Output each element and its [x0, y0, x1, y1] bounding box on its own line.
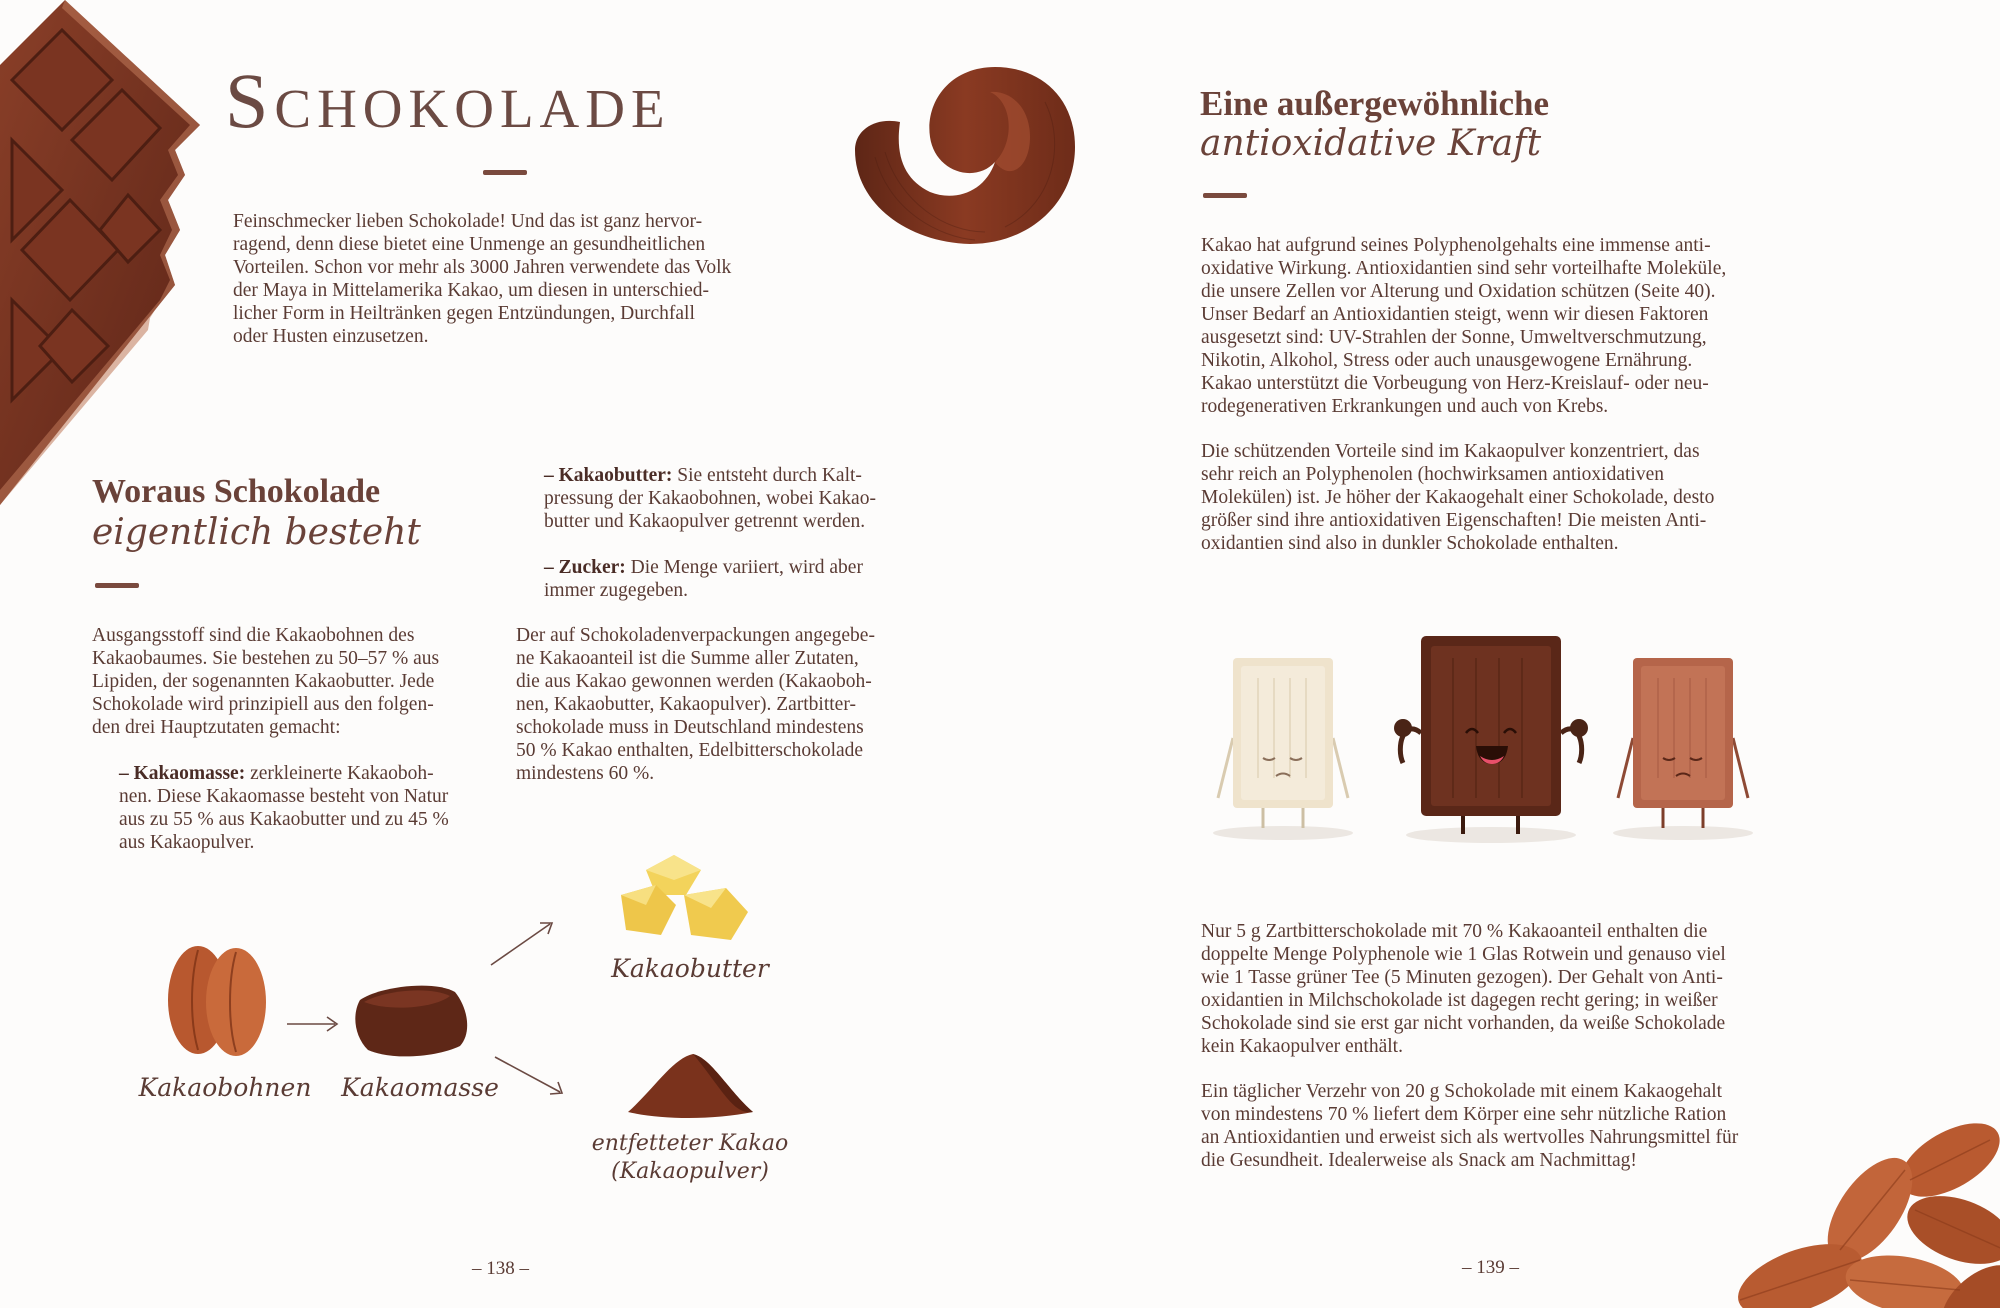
item-zucker-label: – Zucker:: [544, 557, 626, 578]
page-title: Schokolade: [225, 57, 671, 144]
title-underline: [483, 170, 527, 175]
chocolate-characters-illustration: [1208, 628, 1778, 848]
label-kakaobutter: Kakaobutter: [611, 954, 769, 983]
right-heading-underline: [1203, 193, 1247, 198]
cocoa-butter-icon: [616, 850, 756, 945]
label-kakaopulver: entfetteter Kakao (Kakaopulver): [591, 1131, 789, 1184]
label-kakaomasse: Kakaomasse: [341, 1073, 499, 1102]
ingredients-intro-paragraph: Ausgangsstoff sind die Kakaobohnen des Kakaobaumes. Sie bestehen zu 50–57 % aus Lipiden, der sogenannten Kakaobutter. Jede Schokolade wird prinzipiell aus den folgen- den drei Hauptzutaten gemacht:: [92, 625, 440, 738]
cocoa-mass-icon: [350, 978, 475, 1063]
antioxidant-paragraph-3: Nur 5 g Zartbitterschokolade mit 70 % Kakaoanteil enthalten die doppelte Menge Polyphenole wie 1 Glas Rotwein und genauso viel wie 1 Tasse grüner Tee (5 Minuten gezogen). Der Gehalt von Anti- oxidantien in Milchschokolade ist dagegen recht gering; in weißer Schokolade sind sie erst gar nicht vorhanden, da weiße Schokolade kein Kakaopulver enthält.: [1201, 921, 1726, 1057]
item-kakaobutter-label: – Kakaobutter:: [544, 465, 673, 486]
chocolate-curl-illustration: [845, 62, 1080, 247]
section-underline: [95, 583, 139, 588]
item-zucker-text: Die Menge variiert, wird aber immer zugegeben.: [544, 557, 863, 601]
antioxidant-paragraph-4: Ein täglicher Verzehr von 20 g Schokolade mit einem Kakaogehalt von mindestens 70 % liefert dem Körper eine sehr nützliche Ration an Antioxidantien und erweist sich als wertvolles Nahrungsmittel für die Gesundheit. Idealerweise als Snack am Nachmittag!: [1201, 1081, 1739, 1171]
antioxidant-paragraph-1: Kakao hat aufgrund seines Polyphenolgehalts eine immense anti- oxidative Wirkung. Antioxidantien sind sehr vorteilhafte Moleküle, die unsere Zellen vor Alterung und Oxidation schützen (Seite 40). Unser Bedarf an Antioxidantien steigt, wenn wir diesen Faktoren ausgesetzt sind: UV-Strahlen der Sonne, Umweltverschmutzung, Nikotin, Alkohol, Stress oder auch unausgewogene Ernährung. Kakao unterstützt die Vorbeugung von Herz-Kreislauf- oder neu- rodegenerativen Erkrankungen und auch von Krebs.: [1201, 235, 1727, 417]
section-subheading: eigentlich besteht: [92, 512, 421, 553]
arrow-up-right-icon: [488, 918, 558, 968]
item-kakaomasse: [119, 762, 519, 854]
right-subheading: antioxidative Kraft: [1200, 123, 1542, 164]
cocoa-beans-pile-illustration: [1720, 1100, 2000, 1308]
cocoa-content-paragraph: Der auf Schokoladenverpackungen angegebe- ne Kakaoanteil ist die Summe aller Zutaten, die aus Kakao gewonnen werden (Kakaoboh- nen, Kakaobutter, Kakaopulver). Zartbitter- schokolade muss in Deutschland mindestens 50 % Kakao enthalten, Edelbitterschokolade mindestens 60 %.: [516, 625, 875, 784]
label-kakaobohnen: Kakaobohnen: [138, 1073, 312, 1102]
intro-paragraph: Feinschmecker lieben Schokolade! Und das ist ganz hervor- ragend, denn diese bietet eine Unmenge an gesundheitlichen Vorteilen. Schon vor mehr als 3000 Jahren verwendete das Volk der Maya in Mittelamerika Kakao, um diesen in unterschied- licher Form in Heiltränken gegen Entzündungen, Durchfall oder Husten einzusetzen.: [233, 211, 732, 347]
page-number-left: – 138 –: [472, 1258, 529, 1279]
item-kakaobutter-text: Sie entsteht durch Kalt- pressung der Kakaobohnen, wobei Kakao- butter und Kakaopulver getrennt werden.: [544, 465, 876, 532]
item-kakaomasse-text: zerkleinerte Kakaoboh- nen. Diese Kakaomasse besteht von Natur aus zu 55 % aus Kakaobutter und zu 45 % aus Kakaopulver.: [119, 763, 449, 853]
cocoa-powder-icon: [623, 1050, 758, 1120]
page-number-right: – 139 –: [1462, 1257, 1519, 1278]
item-kakaobutter: [544, 464, 944, 533]
cocoa-beans-icon: [158, 940, 278, 1060]
item-zucker: [544, 556, 944, 602]
arrow-right-icon: [285, 1014, 340, 1034]
chocolate-bar-illustration: [0, 0, 210, 510]
section-heading: Woraus Schokolade: [92, 473, 381, 510]
item-kakaomasse-label: – Kakaomasse:: [119, 763, 246, 784]
antioxidant-paragraph-2: Die schützenden Vorteile sind im Kakaopulver konzentriert, das sehr reich an Polyphenolen (hochwirksamen antioxidativen Molekülen) ist. Je höher der Kakaogehalt einer Schokolade, desto größer sind ihre antioxidativen Eigenschaften! Die meisten Anti- oxidantien sind also in dunkler Schokolade enthalten.: [1201, 441, 1715, 554]
right-heading: Eine außergewöhnliche: [1200, 84, 1550, 123]
